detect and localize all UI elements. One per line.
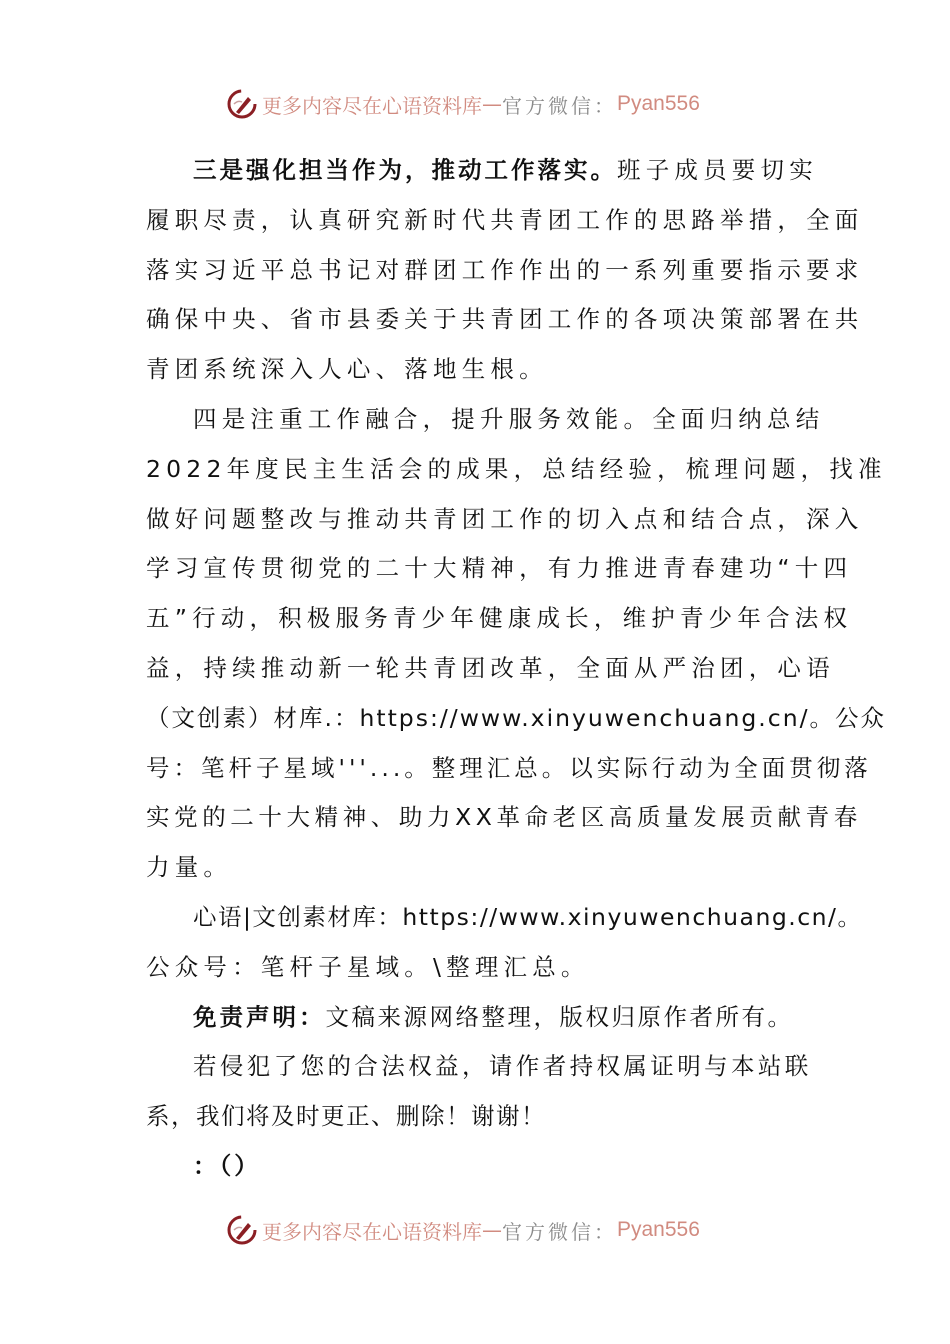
paragraph-integration	[146, 395, 825, 445]
text-line: 落实习近平总书记对群团工作作出的一系列重要指示要求	[146, 255, 864, 284]
paragraph-lead: 三是强化担当作为，推动工作落实。	[193, 156, 617, 184]
text-line: 力量。	[146, 853, 233, 882]
paragraph-infringement	[146, 1042, 810, 1092]
banner-wechat-id: Pyan556	[617, 1218, 700, 1241]
banner-wechat-id: Pyan556	[617, 92, 700, 115]
disclaimer-label: 免责声明：	[193, 1002, 326, 1031]
banner-dash: —	[482, 92, 502, 116]
paragraph-infringement-cont	[146, 1092, 810, 1142]
text-line-with-url: （文创素）材库.：https://www.xinyuwenchuang.cn/。公众	[146, 703, 887, 732]
text-line: 系，我们将及时更正、删除！谢谢！	[146, 1102, 546, 1131]
banner-title: 更多内容尽在心语资料库	[262, 93, 482, 118]
text-line: 若侵犯了您的合法权益，请作者持权属证明与本站联	[193, 1052, 812, 1081]
trailing-punctuation: ：（）	[193, 1151, 261, 1180]
document-body	[146, 146, 887, 1192]
quill-pen-logo-icon	[226, 1214, 258, 1246]
text-line: 实党的二十大精神、助力XX革命老区高质量发展贡献青春	[146, 803, 862, 832]
header-banner	[226, 86, 700, 122]
paragraph-disclaimer	[146, 993, 810, 1043]
banner-dash: —	[482, 1218, 502, 1242]
quill-pen-logo-icon	[226, 88, 258, 120]
text-line: 青团系统深入人心、落地生根。	[146, 355, 548, 384]
footer-banner	[226, 1212, 700, 1248]
source-url-line: 心语|文创素材库：https://www.xinyuwenchuang.cn/。	[193, 902, 863, 931]
paragraph-responsibility-cont	[146, 196, 864, 395]
banner-title: 更多内容尽在心语资料库	[262, 1219, 482, 1244]
text-line: 2022年度民主生活会的成果，总结经验，梳理问题，找准	[146, 454, 887, 483]
banner-wechat-label: 官方微信：	[502, 1219, 617, 1244]
text-line: 确保中央、省市县委关于共青团工作的各项决策部署在共	[146, 305, 864, 334]
disclaimer-text: 文稿来源网络整理，版权归原作者所有。	[325, 1002, 794, 1031]
paragraph-responsibility	[146, 146, 818, 196]
paragraph-source	[146, 893, 863, 943]
text-line: 履职尽责，认真研究新时代共青团工作的思路举措，全面	[146, 205, 864, 234]
text-line: 班子成员要切实	[617, 156, 818, 184]
text-line: 做好问题整改与推动共青团工作的切入点和结合点，深入	[146, 504, 864, 533]
text-line: 号：笔杆子星域'''...。整理汇总。以实际行动为全面贯彻落	[146, 753, 872, 782]
wechat-account-line: 公众号：笔杆子星域。\整理汇总。	[146, 952, 590, 981]
paragraph-integration-cont	[146, 445, 887, 893]
banner-wechat-label: 官方微信：	[502, 93, 617, 118]
paragraph-trailing-punct	[146, 1142, 810, 1192]
text-line: 五”行动，积极服务青少年健康成长，维护青少年合法权	[146, 604, 853, 633]
paragraph-source-cont	[146, 943, 810, 993]
text-line: 益，持续推动新一轮共青团改革，全面从严治团，心语	[146, 653, 835, 682]
text-line: 学习宣传贯彻党的二十大精神，有力推进青春建功“十四	[146, 554, 853, 583]
text-line: 四是注重工作融合，提升服务效能。全面归纳总结	[193, 404, 825, 433]
